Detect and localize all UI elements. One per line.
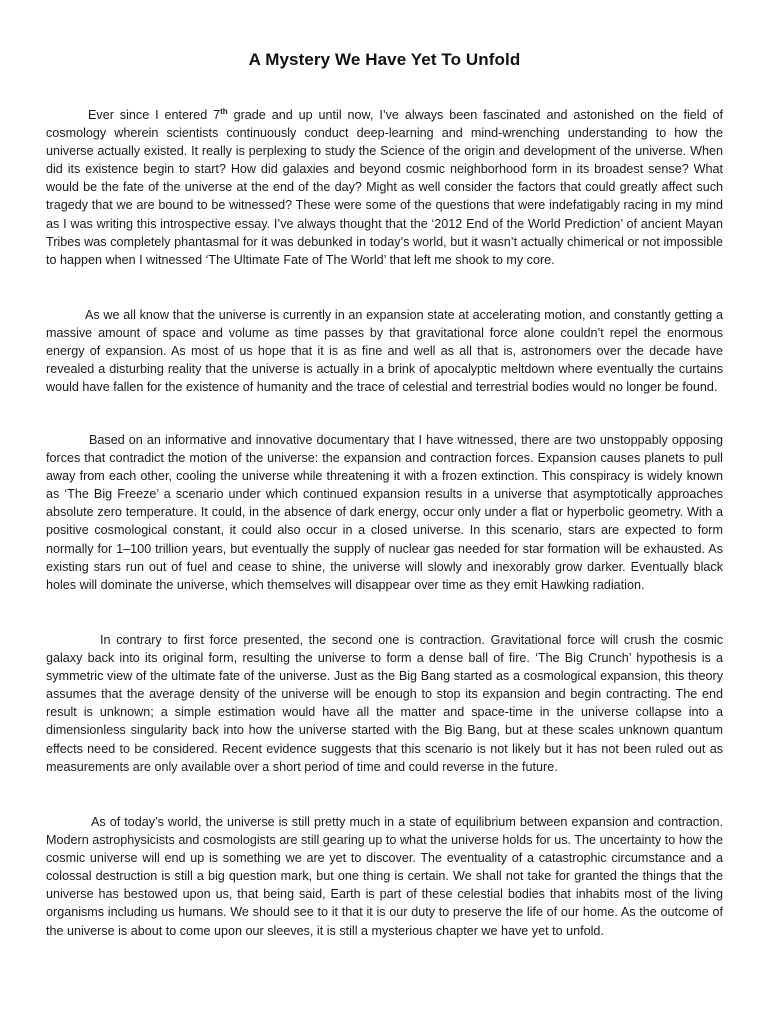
paragraph-2: As we all know that the universe is currently in an expansion state at accelerating motion, and constantly getting a massive amount of space and volume as time passes by that gravitational force alone couldn’t repel the enormous energy of expansion. As most of us hope that it is as fine and well as all that is, astronomers over the decade have revealed a disturbing reality that the universe is actually in a brink of apocalyptic meltdown where eventually the curtains would have fallen for the existence of humanity and the trace of celestial and terrestrial bodies would no longer be found. [46,308,723,395]
essay-title: A Mystery We Have Yet To Unfold [248,50,521,69]
essay-page [46,0,723,938]
paragraph-5: As of today’s world, the universe is still pretty much in a state of equilibrium between expansion and contraction. Modern astrophysicists and cosmologists are still gearing up to what the universe holds for us. The uncertainty to how the cosmic universe will end up is something we are yet to discover. The eventuality of a catastrophic circumstance and a colossal destruction is still a big question mark, but one thing is certain. We shall not take for granted the things that the universe has bestowed upon us, that being said, Earth is part of these celestial bodies that inhabits most of the living organisms including us humans. We should see to it that it is our duty to preserve the life of our home. As the outcome of the universe is about to come upon our sleeves, it is still a mysterious chapter we have yet to unfold. [46,815,723,938]
ordinal-superscript: th [220,107,228,116]
paragraph-1-text-rest: grade and up until now, I’ve always been fascinated and astonished on the field of cosmology wherein scientists continuously conduct deep-learning and mind-wrenching understanding to how the universe actually existed. It really is perplexing to study the Science of the origin and development of the universe. When did its existence begin to start? How did galaxies and beyond cosmic neighborhood form in its broadest sense? What would be the fate of the universe at the end of the day? Might as well consider the factors that could greatly affect such tragedy that we are bound to be witnessed? These were some of the questions that were indefatigably racing in my mind as I was writing this introspective essay. I’ve always thought that the ‘2012 End of the World Prediction’ of ancient Mayan Tribes was completely phantasmal for it was debunked in today’s world, but it wasn’t actually chimerical or not impossible to happen when I witnessed ‘The Ultimate Fate of The World’ that left me shook to my core. [46,108,723,267]
paragraph-3: Based on an informative and innovative documentary that I have witnessed, there are two unstoppably opposing forces that contradict the motion of the universe: the expansion and contraction forces. Expansion causes planets to pull away from each other, cooling the universe while threatening it with a frozen extinction. This conspiracy is widely known as ‘The Big Freeze’ a scenario under which continued expansion results in a universe that asymptotically approaches absolute zero temperature. It could, in the absence of dark energy, occur only under a flat or hyperbolic geometry. With a positive cosmological constant, it could also occur in a closed universe. In this scenario, stars are expected to form normally for 1–100 trillion years, but eventually the supply of nuclear gas needed for star formation will be exhausted. As existing stars run out of fuel and cease to shine, the universe will slowly and inexorably grow darker. Eventually black holes will dominate the universe, which themselves will disappear over time as they emit Hawking radiation. [46,433,723,592]
paragraph-1 [46,106,723,269]
paragraph-1-text-start: Ever since I entered 7 [88,108,221,122]
paragraph-4: In contrary to first force presented, the second one is contraction. Gravitational force will crush the cosmic galaxy back into its original form, resulting the universe to form a dense ball of fire. ‘The Big Crunch’ hypothesis is a symmetric view of the ultimate fate of the universe. Just as the Big Bang started as a cosmological expansion, this theory assumes that the average density of the universe will be enough to stop its expansion and begin contracting. The end result is unknown; a simple estimation would have all the matter and space-time in the universe collapse into a dimensionless singularity back into how the universe started with the Big Bang, but at these scales unknown quantum effects need to be considered. Recent evidence suggests that this scenario is not likely but it has not been ruled out as measurements are only available over a short period of time and could reverse in the future. [46,633,723,774]
